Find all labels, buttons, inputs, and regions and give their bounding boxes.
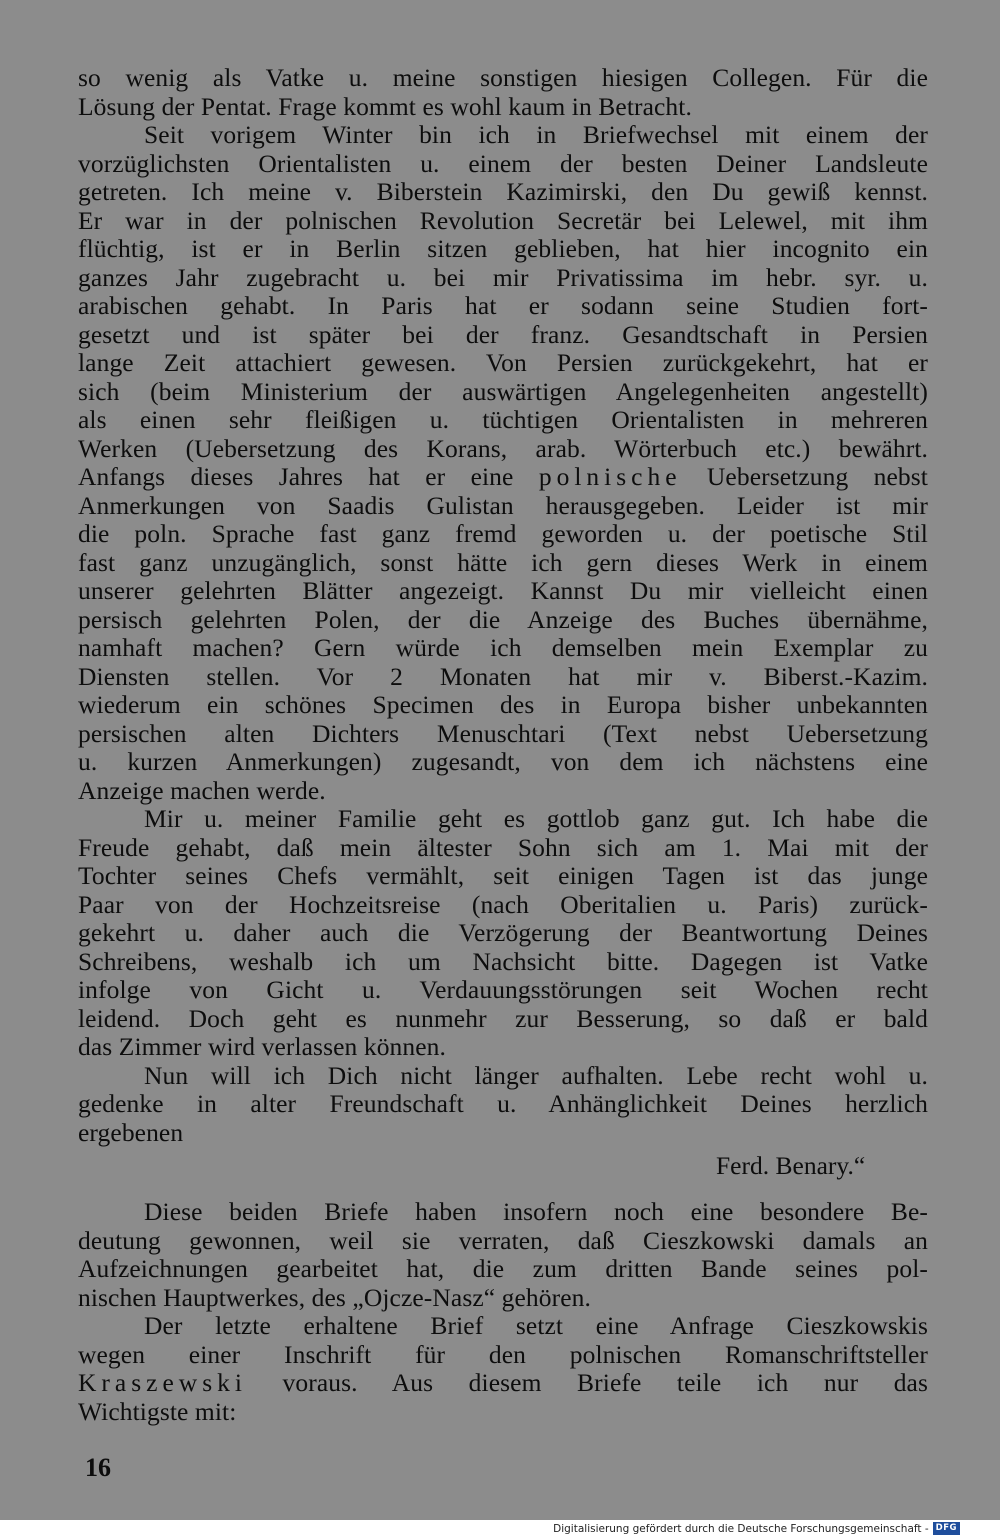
- digitization-footer: [553, 1522, 960, 1535]
- text-line: gekehrt u. daher auch die Verzögerung der Beantwortung Deines: [78, 918, 928, 947]
- text-line: Werken (Uebersetzung des Korans, arab. Wörterbuch etc.) bewährt.: [78, 433, 928, 463]
- letter-text: [78, 64, 928, 1147]
- commentary-text: [78, 1198, 928, 1426]
- text-line: getreten. Ich meine v. Biberstein Kazimirski, den Du gewiß kennst.: [78, 177, 928, 206]
- text-line: vorzüglichsten Orientalisten u. einem der besten Deiner Landsleute: [78, 148, 928, 178]
- text-line: u. kurzen Anmerkungen) zugesandt, von dem ich nächstens eine: [78, 747, 928, 776]
- text-line: Lösung der Pentat. Frage kommt es wohl kaum in Betracht.: [78, 91, 692, 121]
- text-line: [78, 463, 928, 492]
- text-line: persischen alten Dichters Menuschtari (Text nebst Uebersetzung: [78, 718, 928, 748]
- text-line: Freude gehabt, daß mein ältester Sohn sich am 1. Mai mit der: [78, 832, 928, 862]
- emphasized-word: polnische: [538, 462, 682, 491]
- text-line: nischen Hauptwerkes, des „Ojcze-Nasz“ gehören.: [78, 1282, 591, 1312]
- text-line: Er war in der polnischen Revolution Secretär bei Lelewel, mit ihm: [78, 205, 928, 235]
- text-line: wegen einer Inschrift für den polnischen Romanschriftsteller: [78, 1339, 928, 1369]
- text-line: Diese beiden Briefe haben insofern noch eine besondere Be-: [144, 1197, 928, 1226]
- text-line: ergebenen: [78, 1117, 184, 1147]
- text-line: Nun will ich Dich nicht länger aufhalten. Lebe recht wohl u.: [144, 1060, 928, 1090]
- dfg-logo: DFG: [933, 1522, 960, 1535]
- text-line: Anzeige machen werde.: [78, 775, 326, 805]
- text-line: [78, 1369, 928, 1398]
- text-segment: Anfangs dieses Jahres hat er eine: [78, 462, 514, 491]
- text-line: Seit vorigem Winter bin ich in Briefwechsel mit einem der: [144, 120, 928, 149]
- text-line: Aufzeichnungen gearbeitet hat, die zum dritten Bande seines pol-: [78, 1254, 928, 1283]
- footer-text: Digitalisierung gefördert durch die Deutsche Forschungsgemeinschaft -: [553, 1522, 929, 1535]
- text-line: deutung gewonnen, weil sie verraten, daß Cieszkowski damals an: [78, 1225, 928, 1255]
- text-line: Tochter seines Chefs vermählt, seit einigen Tagen ist das junge: [78, 861, 928, 890]
- text-line: Schreibens, weshalb ich um Nachsicht bitte. Dagegen ist Vatke: [78, 946, 928, 976]
- letter-signature: Ferd. Benary.“: [716, 1151, 866, 1180]
- text-line: leidend. Doch geht es nunmehr zur Besserung, so daß er bald: [78, 1003, 928, 1033]
- text-line: fast ganz unzugänglich, sonst hätte ich gern dieses Werk in einem: [78, 547, 928, 577]
- text-segment: Uebersetzung nebst: [706, 462, 928, 491]
- text-line: wiederum ein schönes Specimen des in Europa bisher unbekannten: [78, 690, 928, 719]
- text-line: Diensten stellen. Vor 2 Monaten hat mir v. Biberst.-Kazim.: [78, 661, 928, 691]
- text-line: Der letzte erhaltene Brief setzt eine Anfrage Cieszkowskis: [144, 1311, 928, 1340]
- text-line: flüchtig, ist er in Berlin sitzen geblieben, hat hier incognito ein: [78, 234, 928, 263]
- text-line: als einen sehr fleißigen u. tüchtigen Orientalisten in mehreren: [78, 405, 928, 434]
- text-line: die poln. Sprache fast ganz fremd geworden u. der poetische Stil: [78, 519, 928, 548]
- text-segment: voraus. Aus diesem Briefe teile ich nur das: [282, 1368, 928, 1397]
- text-line: namhaft machen? Gern würde ich demselben mein Exemplar zu: [78, 633, 928, 662]
- text-line: arabischen gehabt. In Paris hat er sodann seine Studien fort-: [78, 291, 928, 320]
- text-line: ganzes Jahr zugebracht u. bei mir Privatissima im hebr. syr. u.: [78, 262, 928, 292]
- emphasized-name: Kraszewski: [78, 1368, 247, 1397]
- page-number: 16: [85, 1453, 111, 1482]
- text-line: Anmerkungen von Saadis Gulistan herausgegeben. Leider ist mir: [78, 490, 928, 520]
- text-line: sich (beim Ministerium der auswärtigen Angelegenheiten angestellt): [78, 376, 928, 406]
- text-line: infolge von Gicht u. Verdauungsstörungen seit Wochen recht: [78, 975, 928, 1004]
- text-line: das Zimmer wird verlassen können.: [78, 1032, 446, 1061]
- text-line: gesetzt und ist später bei der franz. Gesandtschaft in Persien: [78, 319, 928, 349]
- text-line: Mir u. meiner Familie geht es gottlob ganz gut. Ich habe die: [144, 804, 928, 833]
- text-line: persisch gelehrten Polen, der die Anzeige des Buches übernähme,: [78, 604, 928, 634]
- text-line: Paar von der Hochzeitsreise (nach Oberitalien u. Paris) zurück-: [78, 889, 928, 919]
- text-line: so wenig als Vatke u. meine sonstigen hiesigen Collegen. Für die: [78, 63, 928, 92]
- text-line: unserer gelehrten Blätter angezeigt. Kannst Du mir vielleicht einen: [78, 576, 928, 605]
- text-line: Wichtigste mit:: [78, 1396, 237, 1426]
- text-line: gedenke in alter Freundschaft u. Anhänglichkeit Deines herzlich: [78, 1089, 928, 1118]
- text-line: lange Zeit attachiert gewesen. Von Persien zurückgekehrt, hat er: [78, 348, 928, 377]
